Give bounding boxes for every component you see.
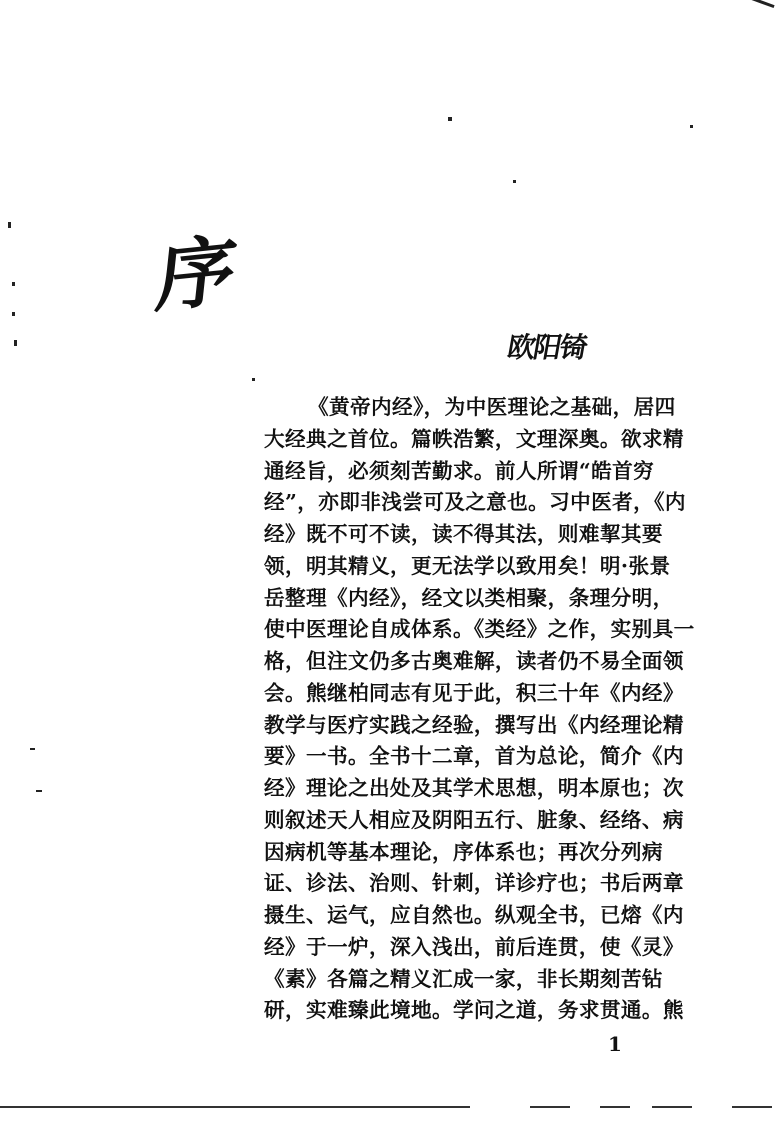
- scan-speck: [252, 378, 255, 381]
- scan-speck: [448, 117, 452, 121]
- text-line: 格，但注文仍多古奥难解，读者仍不易全面领: [264, 649, 684, 673]
- scan-speck: [12, 282, 15, 286]
- scan-speck: [513, 180, 516, 183]
- text-line: 经”，亦即非浅尝可及之意也。习中医者，《内: [264, 490, 686, 515]
- text-line: 证、诊法、治则、针刺，详诊疗也；书后两章: [264, 871, 684, 896]
- scan-edge-line: [732, 1106, 772, 1108]
- text-line: 通经旨，必须刻苦勤求。前人所谓“皓首穷: [264, 458, 655, 483]
- scan-edge-line: [530, 1106, 570, 1108]
- author-signature: 欧阳锜: [504, 331, 589, 364]
- text-line: 要》一书。全书十二章，首为总论，简介《内: [264, 744, 684, 769]
- text-line: 因病机等基本理论，序体系也；再次分列病: [264, 839, 663, 864]
- scan-speck: [14, 340, 17, 346]
- scan-speck: [12, 312, 15, 316]
- text-line: 岳整理《内经》，经文以类相聚，条理分明，: [264, 585, 674, 610]
- preface-body: [264, 392, 695, 1027]
- scan-speck: [8, 222, 11, 228]
- text-line: 领，明其精义，更无法学以致用矣！明·张景: [264, 553, 671, 578]
- page-number: 1: [608, 1032, 622, 1056]
- scan-edge-line: [600, 1106, 630, 1108]
- text-line: 摄生、运气，应自然也。纵观全书，已熔《内: [264, 903, 684, 927]
- scan-speck: [36, 790, 42, 792]
- scan-edge-line: [0, 1106, 470, 1108]
- scan-speck: [745, 0, 774, 8]
- text-line: 经》于一炉，深入浅出，前后连贯，使《灵》: [264, 934, 684, 959]
- text-line: 使中医理论自成体系。《类经》之作，实别具一: [264, 617, 695, 642]
- text-line: 大经典之首位。篇帙浩繁，文理深奥。欲求精: [264, 426, 684, 451]
- text-line: 教学与医疗实践之经验，撰写出《内经理论精: [264, 712, 684, 737]
- scan-edge-line: [652, 1106, 692, 1108]
- scan-speck: [30, 748, 35, 750]
- text-line: 则叙述天人相应及阴阳五行、脏象、经络、病: [264, 807, 684, 832]
- text-line: 会。熊继柏同志有见于此，积三十年《内经》: [264, 680, 684, 705]
- preface-title: 序: [151, 225, 241, 324]
- text-line: 《素》各篇之精义汇成一家，非长期刻苦钻: [264, 966, 663, 991]
- text-line: 经》理论之出处及其学术思想，明本原也；次: [264, 776, 684, 800]
- text-line: 经》既不可不读，读不得其法，则难挈其要: [264, 522, 663, 546]
- text-line: 研，实难臻此境地。学问之道，务求贯通。熊: [264, 998, 684, 1023]
- text-line: 《黄帝内经》，为中医理论之基础，居四: [308, 395, 676, 419]
- scan-speck: [690, 125, 693, 128]
